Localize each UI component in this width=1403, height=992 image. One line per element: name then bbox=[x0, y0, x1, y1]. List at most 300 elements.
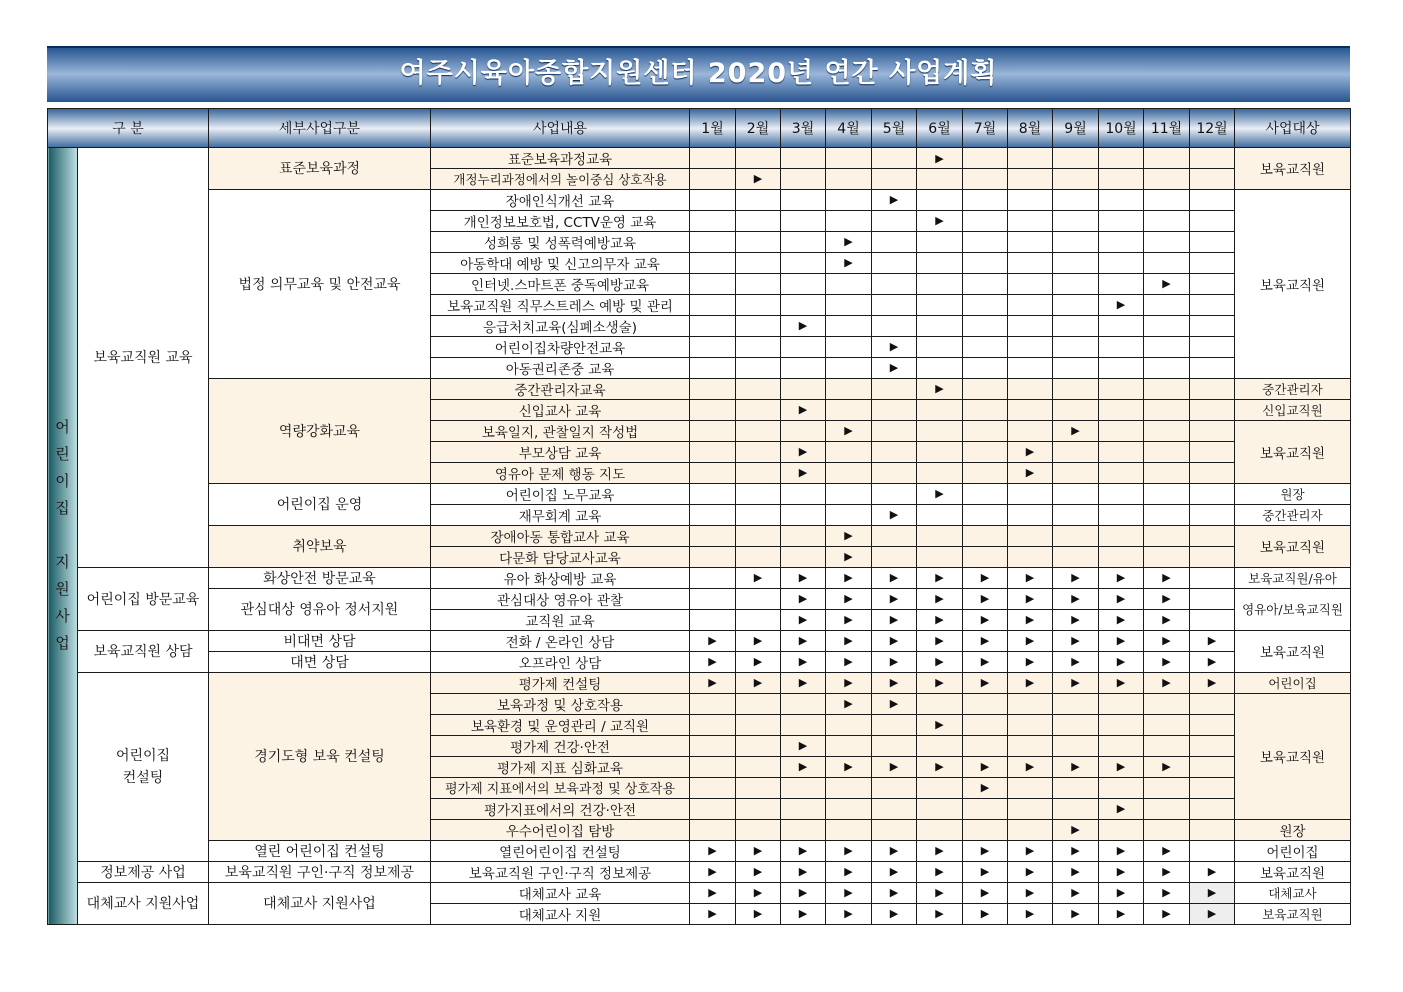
month-cell bbox=[1008, 420, 1053, 441]
month-cell: ▶ bbox=[963, 588, 1008, 609]
month-cell bbox=[1144, 336, 1190, 357]
month-cell bbox=[1008, 378, 1053, 399]
month-cell: ▶ bbox=[1144, 756, 1190, 777]
month-cell: ▶ bbox=[781, 672, 826, 693]
month-cell bbox=[736, 231, 781, 252]
month-cell: ▶ bbox=[1053, 882, 1099, 903]
month-cell bbox=[690, 441, 736, 462]
month-cell: ▶ bbox=[1144, 567, 1190, 588]
month-cell bbox=[1190, 567, 1235, 588]
month-cell bbox=[690, 252, 736, 273]
month-cell bbox=[781, 693, 826, 714]
target-cell: 원장 bbox=[1235, 819, 1351, 840]
month-cell bbox=[690, 462, 736, 483]
month-cell bbox=[736, 210, 781, 231]
content-cell: 중간관리자교육 bbox=[431, 378, 690, 399]
month-cell: ▶ bbox=[826, 651, 872, 672]
month-cell bbox=[1144, 714, 1190, 735]
month-cell: ▶ bbox=[963, 630, 1008, 651]
month-cell bbox=[1144, 420, 1190, 441]
sub-substitute-teacher: 대체교사 지원사업 bbox=[209, 882, 431, 924]
target-cell: 보육교직원 bbox=[1235, 693, 1351, 819]
month-cell bbox=[872, 252, 917, 273]
month-cell bbox=[917, 525, 963, 546]
month-cell: ▶ bbox=[917, 756, 963, 777]
month-cell bbox=[690, 798, 736, 819]
header-month: 5월 bbox=[872, 109, 917, 148]
header-division: 구 분 bbox=[48, 109, 209, 148]
month-cell: ▶ bbox=[1008, 861, 1053, 882]
month-cell: ▶ bbox=[1144, 903, 1190, 924]
month-cell: ▶ bbox=[1144, 630, 1190, 651]
month-cell bbox=[917, 169, 963, 190]
month-cell: ▶ bbox=[781, 735, 826, 756]
month-cell: ▶ bbox=[1053, 819, 1099, 840]
month-cell bbox=[1099, 777, 1144, 798]
month-cell bbox=[1190, 504, 1235, 525]
month-cell bbox=[963, 525, 1008, 546]
target-cell: 중간관리자 bbox=[1235, 504, 1351, 525]
month-cell: ▶ bbox=[963, 903, 1008, 924]
month-cell bbox=[826, 504, 872, 525]
content-cell: 부모상담 교육 bbox=[431, 441, 690, 462]
month-cell bbox=[736, 777, 781, 798]
month-cell bbox=[1008, 273, 1053, 294]
month-cell bbox=[1099, 735, 1144, 756]
month-cell bbox=[1099, 483, 1144, 504]
content-cell: 영유아 문제 행동 지도 bbox=[431, 462, 690, 483]
month-cell bbox=[1099, 210, 1144, 231]
month-cell bbox=[1144, 462, 1190, 483]
month-cell: ▶ bbox=[781, 399, 826, 420]
month-cell bbox=[690, 315, 736, 336]
month-cell bbox=[917, 798, 963, 819]
month-cell bbox=[1144, 210, 1190, 231]
month-cell bbox=[963, 357, 1008, 378]
month-cell bbox=[1190, 294, 1235, 315]
month-cell bbox=[736, 273, 781, 294]
month-cell: ▶ bbox=[826, 693, 872, 714]
month-cell bbox=[690, 420, 736, 441]
month-cell bbox=[1053, 483, 1099, 504]
category-staff-education: 보육교직원 교육 bbox=[78, 148, 209, 568]
month-cell bbox=[917, 441, 963, 462]
month-cell: ▶ bbox=[1008, 630, 1053, 651]
content-cell: 열린어린이집 컨설팅 bbox=[431, 840, 690, 861]
month-cell bbox=[1144, 546, 1190, 567]
month-cell bbox=[1053, 714, 1099, 735]
month-cell: ▶ bbox=[1053, 588, 1099, 609]
month-cell: ▶ bbox=[1099, 903, 1144, 924]
sub-gyeonggi-consulting: 경기도형 보육 컨설팅 bbox=[209, 672, 431, 840]
month-cell bbox=[1099, 336, 1144, 357]
target-cell: 보육교직원 bbox=[1235, 189, 1351, 378]
month-cell bbox=[1190, 525, 1235, 546]
month-cell: ▶ bbox=[826, 840, 872, 861]
month-cell bbox=[1144, 819, 1190, 840]
month-cell bbox=[917, 504, 963, 525]
month-cell bbox=[781, 378, 826, 399]
month-cell: ▶ bbox=[872, 504, 917, 525]
month-cell: ▶ bbox=[1053, 903, 1099, 924]
month-cell bbox=[963, 462, 1008, 483]
content-cell: 오프라인 상담 bbox=[431, 651, 690, 672]
header-row bbox=[48, 109, 1351, 148]
month-cell bbox=[1144, 148, 1190, 169]
month-cell bbox=[1008, 735, 1053, 756]
month-cell bbox=[781, 420, 826, 441]
table-row bbox=[48, 483, 1351, 504]
month-cell bbox=[1144, 189, 1190, 210]
month-cell bbox=[917, 315, 963, 336]
month-cell bbox=[1190, 189, 1235, 210]
month-cell bbox=[963, 399, 1008, 420]
month-cell bbox=[872, 819, 917, 840]
content-cell: 표준보육과정교육 bbox=[431, 148, 690, 169]
month-cell bbox=[736, 819, 781, 840]
month-cell: ▶ bbox=[963, 609, 1008, 630]
month-cell bbox=[917, 777, 963, 798]
month-cell bbox=[872, 462, 917, 483]
month-cell: ▶ bbox=[1190, 882, 1235, 903]
month-cell bbox=[826, 210, 872, 231]
month-cell bbox=[1190, 148, 1235, 169]
month-cell bbox=[1190, 273, 1235, 294]
month-cell bbox=[1099, 357, 1144, 378]
month-cell bbox=[872, 798, 917, 819]
month-cell: ▶ bbox=[872, 756, 917, 777]
month-cell bbox=[1099, 525, 1144, 546]
month-cell bbox=[917, 252, 963, 273]
content-cell: 대체교사 교육 bbox=[431, 882, 690, 903]
content-cell: 장애인식개선 교육 bbox=[431, 189, 690, 210]
month-cell: ▶ bbox=[917, 861, 963, 882]
month-cell: ▶ bbox=[1099, 672, 1144, 693]
month-cell bbox=[1053, 357, 1099, 378]
month-cell: ▶ bbox=[872, 630, 917, 651]
month-cell bbox=[1144, 399, 1190, 420]
content-cell: 평가지표에서의 건강·안전 bbox=[431, 798, 690, 819]
content-cell: 보육과정 및 상호작용 bbox=[431, 693, 690, 714]
month-cell bbox=[1190, 357, 1235, 378]
month-cell bbox=[1144, 693, 1190, 714]
month-cell bbox=[1190, 462, 1235, 483]
month-cell bbox=[963, 420, 1008, 441]
month-cell bbox=[781, 819, 826, 840]
month-cell bbox=[1053, 273, 1099, 294]
content-cell: 교직원 교육 bbox=[431, 609, 690, 630]
month-cell bbox=[736, 462, 781, 483]
content-cell: 보육일지, 관찰일지 작성법 bbox=[431, 420, 690, 441]
month-cell: ▶ bbox=[1190, 903, 1235, 924]
month-cell: ▶ bbox=[872, 357, 917, 378]
month-cell bbox=[736, 294, 781, 315]
month-cell bbox=[1053, 798, 1099, 819]
month-cell bbox=[1008, 777, 1053, 798]
month-cell bbox=[1190, 420, 1235, 441]
month-cell: ▶ bbox=[781, 882, 826, 903]
sub-remote-counseling: 비대면 상담 bbox=[209, 630, 431, 651]
month-cell bbox=[690, 483, 736, 504]
content-cell: 아동학대 예방 및 신고의무자 교육 bbox=[431, 252, 690, 273]
month-cell bbox=[781, 189, 826, 210]
month-cell bbox=[781, 357, 826, 378]
month-cell: ▶ bbox=[826, 588, 872, 609]
month-cell bbox=[872, 231, 917, 252]
month-cell bbox=[963, 735, 1008, 756]
month-cell bbox=[872, 777, 917, 798]
month-cell: ▶ bbox=[1144, 672, 1190, 693]
month-cell bbox=[690, 399, 736, 420]
month-cell bbox=[781, 294, 826, 315]
month-cell bbox=[690, 189, 736, 210]
month-cell bbox=[1190, 756, 1235, 777]
month-cell: ▶ bbox=[917, 609, 963, 630]
month-cell: ▶ bbox=[781, 756, 826, 777]
month-cell bbox=[1008, 169, 1053, 190]
month-cell bbox=[963, 189, 1008, 210]
month-cell bbox=[736, 189, 781, 210]
content-cell: 보육교직원 직무스트레스 예방 및 관리 bbox=[431, 294, 690, 315]
month-cell: ▶ bbox=[826, 756, 872, 777]
month-cell: ▶ bbox=[1053, 756, 1099, 777]
month-cell bbox=[826, 357, 872, 378]
month-cell bbox=[1099, 169, 1144, 190]
month-cell bbox=[917, 336, 963, 357]
month-cell bbox=[1099, 441, 1144, 462]
month-cell: ▶ bbox=[781, 861, 826, 882]
month-cell: ▶ bbox=[826, 861, 872, 882]
month-cell bbox=[1008, 504, 1053, 525]
month-cell bbox=[872, 735, 917, 756]
month-cell bbox=[1190, 231, 1235, 252]
month-cell bbox=[736, 798, 781, 819]
content-cell: 우수어린이집 탐방 bbox=[431, 819, 690, 840]
content-cell: 어린이집차량안전교육 bbox=[431, 336, 690, 357]
content-cell: 보육교직원 구인·구직 정보제공 bbox=[431, 861, 690, 882]
month-cell bbox=[1053, 441, 1099, 462]
month-cell bbox=[1099, 378, 1144, 399]
month-cell: ▶ bbox=[690, 903, 736, 924]
month-cell: ▶ bbox=[917, 714, 963, 735]
month-cell bbox=[736, 378, 781, 399]
month-cell bbox=[1053, 504, 1099, 525]
month-cell: ▶ bbox=[781, 840, 826, 861]
month-cell bbox=[736, 693, 781, 714]
month-cell bbox=[1053, 546, 1099, 567]
content-cell: 평가제 컨설팅 bbox=[431, 672, 690, 693]
month-cell: ▶ bbox=[1190, 651, 1235, 672]
content-cell: 개인정보보호법, CCTV운영 교육 bbox=[431, 210, 690, 231]
month-cell bbox=[736, 357, 781, 378]
month-cell bbox=[963, 504, 1008, 525]
month-cell bbox=[1190, 819, 1235, 840]
header-target: 사업대상 bbox=[1235, 109, 1351, 148]
month-cell bbox=[781, 148, 826, 169]
month-cell: ▶ bbox=[1099, 651, 1144, 672]
month-cell bbox=[1053, 231, 1099, 252]
month-cell bbox=[690, 567, 736, 588]
month-cell: ▶ bbox=[963, 840, 1008, 861]
month-cell bbox=[917, 294, 963, 315]
month-cell bbox=[826, 189, 872, 210]
sub-standard-curriculum: 표준보육과정 bbox=[209, 148, 431, 190]
target-cell: 보육교직원 bbox=[1235, 420, 1351, 483]
target-cell: 영유아/보육교직원 bbox=[1235, 588, 1351, 630]
month-cell: ▶ bbox=[781, 462, 826, 483]
month-cell bbox=[826, 148, 872, 169]
month-cell bbox=[917, 546, 963, 567]
header-month: 11월 bbox=[1144, 109, 1190, 148]
month-cell bbox=[1008, 189, 1053, 210]
month-cell bbox=[1099, 693, 1144, 714]
month-cell bbox=[1099, 714, 1144, 735]
month-cell: ▶ bbox=[1144, 861, 1190, 882]
target-cell: 신입교직원 bbox=[1235, 399, 1351, 420]
month-cell bbox=[690, 148, 736, 169]
month-cell bbox=[1190, 483, 1235, 504]
month-cell bbox=[1053, 210, 1099, 231]
month-cell bbox=[1099, 252, 1144, 273]
target-cell: 보육교직원 bbox=[1235, 525, 1351, 567]
header-detail: 세부사업구분 bbox=[209, 109, 431, 148]
month-cell bbox=[826, 777, 872, 798]
month-cell bbox=[917, 273, 963, 294]
month-cell bbox=[872, 525, 917, 546]
month-cell bbox=[690, 210, 736, 231]
month-cell: ▶ bbox=[1190, 861, 1235, 882]
month-cell bbox=[826, 378, 872, 399]
month-cell: ▶ bbox=[1053, 861, 1099, 882]
header-month: 12월 bbox=[1190, 109, 1235, 148]
month-cell bbox=[1053, 735, 1099, 756]
content-cell: 평가제 지표에서의 보육과정 및 상호작용 bbox=[431, 777, 690, 798]
month-cell bbox=[1053, 399, 1099, 420]
month-cell bbox=[1008, 483, 1053, 504]
month-cell: ▶ bbox=[1099, 630, 1144, 651]
month-cell bbox=[872, 315, 917, 336]
month-cell bbox=[963, 252, 1008, 273]
sub-open-daycare-consulting: 열린 어린이집 컨설팅 bbox=[209, 840, 431, 861]
month-cell bbox=[1144, 798, 1190, 819]
month-cell: ▶ bbox=[963, 777, 1008, 798]
table-row bbox=[48, 148, 1351, 169]
category-visiting-education: 어린이집 방문교육 bbox=[78, 567, 209, 630]
month-cell bbox=[781, 525, 826, 546]
table-row bbox=[48, 882, 1351, 903]
month-cell: ▶ bbox=[736, 651, 781, 672]
page-title: 여주시육아종합지원센터 2020년 연간 사업계획 bbox=[47, 46, 1350, 102]
month-cell bbox=[963, 315, 1008, 336]
month-cell: ▶ bbox=[736, 672, 781, 693]
month-cell: ▶ bbox=[872, 672, 917, 693]
month-cell bbox=[872, 441, 917, 462]
month-cell: ▶ bbox=[1053, 630, 1099, 651]
header-month: 10월 bbox=[1099, 109, 1144, 148]
content-cell: 전화 / 온라인 상담 bbox=[431, 630, 690, 651]
month-cell: ▶ bbox=[917, 210, 963, 231]
month-cell: ▶ bbox=[872, 588, 917, 609]
month-cell bbox=[1099, 189, 1144, 210]
month-cell: ▶ bbox=[1190, 630, 1235, 651]
month-cell: ▶ bbox=[1099, 567, 1144, 588]
month-cell: ▶ bbox=[917, 903, 963, 924]
sub-emotional-support: 관심대상 영유아 정서지원 bbox=[209, 588, 431, 630]
side-label-daycare-support: 어 린 이 집 지 원 사 업 bbox=[48, 148, 78, 925]
month-cell bbox=[963, 210, 1008, 231]
month-cell bbox=[1099, 420, 1144, 441]
month-cell bbox=[917, 399, 963, 420]
month-cell bbox=[872, 169, 917, 190]
month-cell bbox=[1190, 378, 1235, 399]
month-cell bbox=[1008, 693, 1053, 714]
month-cell bbox=[872, 378, 917, 399]
month-cell: ▶ bbox=[917, 378, 963, 399]
month-cell: ▶ bbox=[872, 336, 917, 357]
month-cell: ▶ bbox=[826, 903, 872, 924]
month-cell bbox=[690, 357, 736, 378]
table-row bbox=[48, 861, 1351, 882]
month-cell: ▶ bbox=[781, 588, 826, 609]
month-cell: ▶ bbox=[1008, 903, 1053, 924]
header-month: 9월 bbox=[1053, 109, 1099, 148]
month-cell bbox=[781, 546, 826, 567]
month-cell: ▶ bbox=[1144, 840, 1190, 861]
month-cell: ▶ bbox=[917, 567, 963, 588]
target-cell: 보육교직원 bbox=[1235, 861, 1351, 882]
month-cell: ▶ bbox=[1053, 609, 1099, 630]
month-cell bbox=[826, 336, 872, 357]
month-cell bbox=[872, 210, 917, 231]
month-cell: ▶ bbox=[917, 672, 963, 693]
month-cell bbox=[1053, 693, 1099, 714]
content-cell: 인터넷.스마트폰 중독예방교육 bbox=[431, 273, 690, 294]
month-cell: ▶ bbox=[1008, 441, 1053, 462]
month-cell bbox=[690, 525, 736, 546]
month-cell bbox=[1099, 462, 1144, 483]
month-cell: ▶ bbox=[1144, 609, 1190, 630]
sub-daycare-operation: 어린이집 운영 bbox=[209, 483, 431, 525]
month-cell: ▶ bbox=[1008, 756, 1053, 777]
month-cell: ▶ bbox=[1008, 840, 1053, 861]
month-cell bbox=[963, 798, 1008, 819]
month-cell bbox=[1190, 777, 1235, 798]
month-cell: ▶ bbox=[1190, 672, 1235, 693]
month-cell bbox=[1190, 609, 1235, 630]
month-cell bbox=[1144, 252, 1190, 273]
content-cell: 보육환경 및 운영관리 / 교직원 bbox=[431, 714, 690, 735]
month-cell bbox=[1190, 693, 1235, 714]
month-cell: ▶ bbox=[1144, 588, 1190, 609]
month-cell bbox=[690, 231, 736, 252]
table-row bbox=[48, 840, 1351, 861]
month-cell: ▶ bbox=[917, 630, 963, 651]
month-cell: ▶ bbox=[872, 903, 917, 924]
month-cell: ▶ bbox=[872, 840, 917, 861]
category-staff-counseling: 보육교직원 상담 bbox=[78, 630, 209, 672]
month-cell: ▶ bbox=[872, 609, 917, 630]
target-cell: 보육교직원 bbox=[1235, 903, 1351, 924]
month-cell bbox=[917, 189, 963, 210]
table-row bbox=[48, 378, 1351, 399]
month-cell: ▶ bbox=[826, 525, 872, 546]
month-cell bbox=[690, 546, 736, 567]
month-cell bbox=[872, 483, 917, 504]
content-cell: 어린이집 노무교육 bbox=[431, 483, 690, 504]
table-row bbox=[48, 672, 1351, 693]
month-cell: ▶ bbox=[1099, 294, 1144, 315]
month-cell bbox=[736, 420, 781, 441]
